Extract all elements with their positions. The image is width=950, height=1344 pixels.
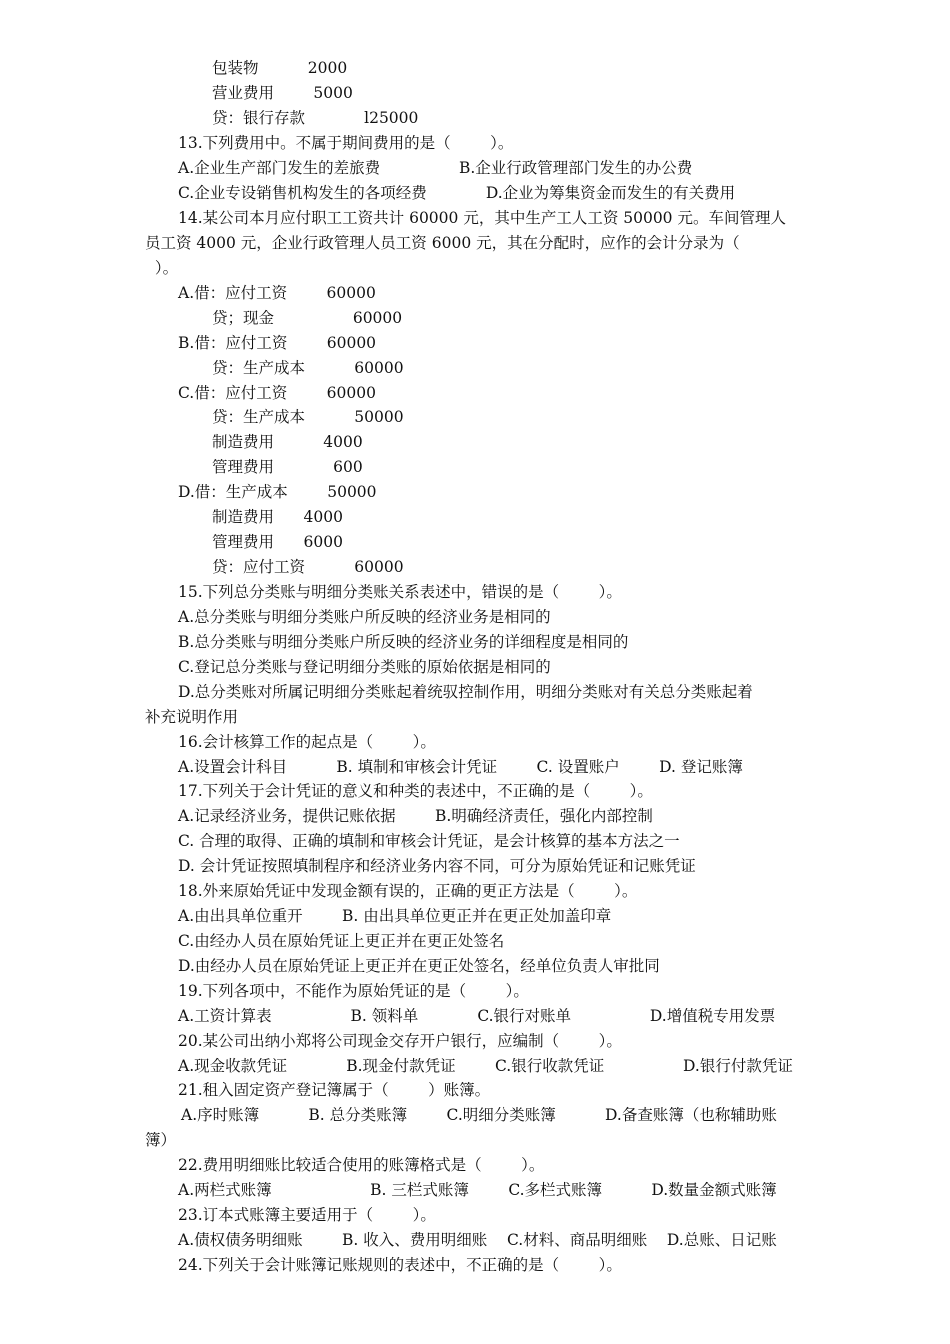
option-line: A.工资计算表 B. 领料单 C.银行对账单 D.增值税专用发票 (178, 1007, 776, 1025)
entry-line: 管理费用 600 (212, 458, 363, 476)
entry-line: 制造费用 4000 (212, 433, 363, 451)
text-line: 营业费用 5000 (212, 84, 353, 102)
option-line: A.两栏式账簿 B. 三栏式账簿 C.多栏式账簿 D.数量金额式账簿 (178, 1181, 777, 1199)
option-line: C.由经办人员在原始凭证上更正并在更正处签名 (178, 932, 505, 950)
question-14-continued: ）。 (145, 259, 179, 277)
question-14: 14.某公司本月应付职工工资共计 60000 元，其中生产工人工资 50000 元。车间管理人 (178, 209, 786, 227)
option-line: D.总分类账对所属记明细分类账起着统驭控制作用，明细分类账对有关总分类账起着 (178, 683, 753, 701)
option-line: C. 合理的取得、正确的填制和审核会计凭证，是会计核算的基本方法之一 (178, 832, 680, 850)
entry-line: 贷：生产成本 60000 (212, 359, 404, 377)
option-line: A.总分类账与明细分类账户所反映的经济业务是相同的 (178, 608, 551, 626)
question-24: 24.下列关于会计账簿记账规则的表述中，不正确的是（ ）。 (178, 1256, 622, 1274)
question-21: 21.租入固定资产登记簿属于（ ）账簿。 (178, 1081, 491, 1099)
option-line: A.借：应付工资 60000 (178, 284, 376, 302)
text-line: 包装物 2000 (212, 59, 348, 77)
entry-line: 管理费用 6000 (212, 533, 344, 551)
option-line: A.由出具单位重开 B. 由出具单位更正并在更正处加盖印章 (178, 907, 612, 925)
entry-line: 制造费用 4000 (212, 508, 344, 526)
option-line: C.企业专设销售机构发生的各项经费 D.企业为筹集资金而发生的有关费用 (178, 184, 736, 202)
question-14-continued: 员工资 4000 元，企业行政管理人员工资 6000 元，其在分配时，应作的会计分录为（ (145, 234, 740, 252)
question-19: 19.下列各项中，不能作为原始凭证的是（ ）。 (178, 982, 529, 1000)
question-13: 13.下列费用中。不属于期间费用的是（ ）。 (178, 134, 514, 152)
option-line: D. 会计凭证按照填制程序和经济业务内容不同，可分为原始凭证和记账凭证 (178, 857, 696, 875)
question-23: 23.订本式账簿主要适用于（ ）。 (178, 1206, 436, 1224)
text-line: 贷：银行存款 l25000 (212, 109, 419, 127)
entry-line: 贷；现金 60000 (212, 309, 403, 327)
option-line: A.债权债务明细账 B. 收入、费用明细账 C.材料、商品明细账 D.总账、日记账 (178, 1231, 777, 1249)
entry-line: 贷：应付工资 60000 (212, 558, 404, 576)
question-20: 20.某公司出纳小郑将公司现金交存开户银行，应编制（ ）。 (178, 1032, 622, 1050)
question-16: 16.会计核算工作的起点是（ ）。 (178, 733, 436, 751)
option-line: D.借：生产成本 50000 (178, 483, 377, 501)
question-17: 17.下列关于会计凭证的意义和种类的表述中，不正确的是（ ）。 (178, 782, 653, 800)
option-line-continued: 簿） (145, 1131, 177, 1149)
option-line: A.序时账簿 B. 总分类账簿 C.明细分类账簿 D.备查账簿（也称辅助账 (181, 1106, 777, 1124)
question-22: 22.费用明细账比较适合使用的账簿格式是（ ）。 (178, 1156, 545, 1174)
option-line: B.总分类账与明细分类账户所反映的经济业务的详细程度是相同的 (178, 633, 629, 651)
option-line: C.登记总分类账与登记明细分类账的原始依据是相同的 (178, 658, 551, 676)
option-line: B.借：应付工资 60000 (178, 334, 377, 352)
option-line: D.由经办人员在原始凭证上更正并在更正处签名，经单位负责人审批同 (178, 957, 660, 975)
question-18: 18.外来原始凭证中发现金额有误的，正确的更正方法是（ ）。 (178, 882, 638, 900)
question-15: 15.下列总分类账与明细分类账关系表述中，错误的是（ ）。 (178, 583, 622, 601)
option-line: A.设置会计科目 B. 填制和审核会计凭证 C. 设置账户 D. 登记账簿 (178, 758, 743, 776)
option-line: A.企业生产部门发生的差旅费 B.企业行政管理部门发生的办公费 (178, 159, 693, 177)
option-line: A.记录经济业务，提供记账依据 B.明确经济责任，强化内部控制 (178, 807, 653, 825)
option-line-continued: 补充说明作用 (145, 708, 239, 726)
entry-line: 贷：生产成本 50000 (212, 408, 404, 426)
option-line: A.现金收款凭证 B.现金付款凭证 C.银行收款凭证 D.银行付款凭证 (178, 1057, 793, 1075)
option-line: C.借：应付工资 60000 (178, 384, 376, 402)
